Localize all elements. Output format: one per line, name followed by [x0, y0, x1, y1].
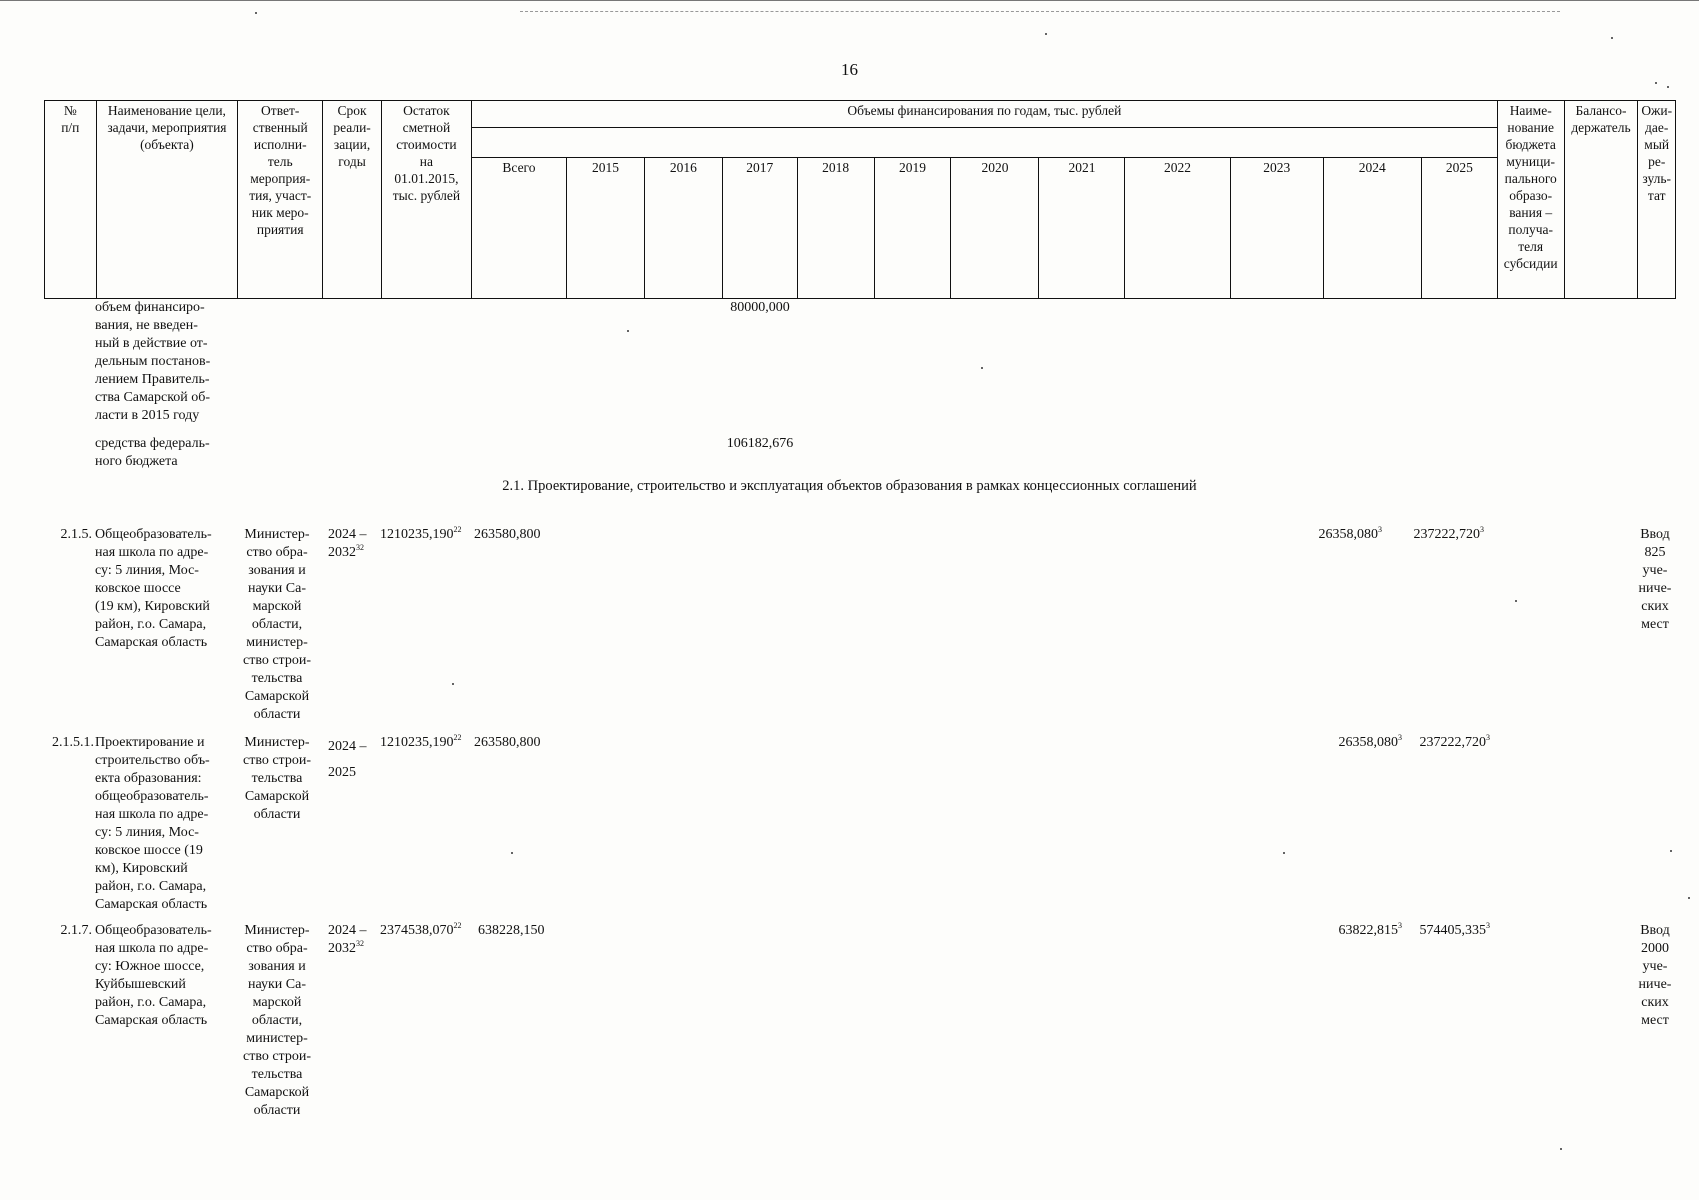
header-remainder: Остаток сметной стоимости на 01.01.2015, тыс. рублей — [381, 101, 471, 299]
row-number: 2.1.7. — [60, 923, 92, 938]
row-result: Ввод 825 уче- ниче- ских мест — [1638, 527, 1672, 632]
term-start: 2024 – — [328, 923, 367, 938]
row-responsible: Министер- ство строи- тельства Самарской области — [242, 735, 311, 822]
remainder-footnote: 22 — [453, 733, 462, 742]
footnote-2024: 3 — [1378, 525, 1382, 534]
header-year: 2020 — [951, 158, 1039, 299]
scan-speck — [1515, 600, 1517, 602]
scan-top-border — [0, 0, 1699, 1]
row-term — [328, 526, 384, 562]
header-holder: Балансо- держатель — [1564, 101, 1638, 299]
header-responsible: Ответ- ственный исполни- тель мероприя- тия, участ- ник меро- приятия — [238, 101, 323, 299]
term-start: 2024 – — [328, 739, 367, 754]
row-number: 2.1.5. — [60, 527, 92, 542]
value-2025: 237222,720 — [1419, 735, 1486, 750]
header-year: 2018 — [797, 158, 874, 299]
header-num: № п/п — [45, 101, 97, 299]
header-year: 2025 — [1421, 158, 1497, 299]
row-total: 638228,150 — [478, 923, 545, 938]
row-remainder — [380, 734, 476, 752]
scan-speck — [1688, 897, 1690, 899]
term-end: 2032 — [328, 545, 356, 560]
row-total: 263580,800 — [474, 735, 541, 750]
value-2025: 237222,720 — [1413, 527, 1480, 542]
remainder-value: 1210235,190 — [380, 527, 454, 542]
footnote-2025: 3 — [1486, 733, 1490, 742]
scan-speck — [981, 367, 983, 369]
footnote-2024: 3 — [1398, 921, 1402, 930]
row-name: Общеобразователь- ная школа по адре- су: Южное шоссе, Куйбышевский район, г.о. Самара, Самарская область — [95, 923, 212, 1028]
row-2024 — [1302, 734, 1402, 752]
term-footnote: 32 — [356, 939, 364, 948]
row-2024 — [1292, 526, 1382, 544]
footnote-2024: 3 — [1398, 733, 1402, 742]
footnote-2025: 3 — [1480, 525, 1484, 534]
remainder-footnote: 22 — [453, 525, 462, 534]
page-number: 16 — [841, 60, 858, 79]
scan-speck — [1670, 850, 1672, 852]
pre-row-label: объем финансиро- вания, не введен- ный в действие от- дельным постанов- лением Правитель- ства Самарской об- ласти в 2015 году — [95, 300, 211, 423]
scan-speck — [1611, 37, 1613, 39]
scan-speck — [255, 12, 257, 14]
header-year: 2016 — [644, 158, 722, 299]
term-start: 2024 – — [328, 527, 367, 542]
header-financing: Объемы финансирования по годам, тыс. рублей — [471, 101, 1497, 128]
term-footnote: 32 — [356, 543, 364, 552]
row-total: 263580,800 — [474, 527, 541, 542]
scan-dashed-border — [520, 11, 1560, 13]
row-result: Ввод 2000 уче- ниче- ских мест — [1638, 923, 1672, 1028]
header-result: Ожи- дае- мый ре- зуль- тат — [1638, 101, 1676, 299]
value-2024: 26358,080 — [1318, 527, 1378, 542]
value-2024: 63822,815 — [1338, 923, 1398, 938]
scan-speck — [627, 330, 629, 332]
scan-speck — [511, 852, 513, 854]
header-budget-name: Наиме- нование бюджета муници- пального образо- вания – получа- теля субсидии — [1497, 101, 1564, 299]
table-header — [44, 100, 1676, 299]
header-year: 2023 — [1230, 158, 1323, 299]
pre-row-label: средства федераль- ного бюджета — [95, 436, 210, 469]
header-total: Всего — [471, 158, 566, 299]
header-year: 2015 — [567, 158, 645, 299]
row-term — [328, 922, 384, 958]
row-term — [328, 734, 384, 786]
row-remainder — [380, 922, 476, 940]
row-number: 2.1.5.1. — [52, 735, 94, 750]
value-2024: 26358,080 — [1338, 735, 1398, 750]
header-name: Наименование цели, задачи, мероприятия (объекта) — [96, 101, 238, 299]
header-term: Срок реали- зации, годы — [323, 101, 382, 299]
header-financing-subrow — [471, 128, 1497, 158]
term-end: 2025 — [328, 765, 356, 780]
header-year: 2022 — [1125, 158, 1230, 299]
header-year: 2017 — [722, 158, 797, 299]
row-2025 — [1398, 734, 1490, 752]
header-year: 2019 — [874, 158, 951, 299]
row-responsible: Министер- ство обра- зования и науки Са- марской области, министер- ство строи- тельства Самарской области — [242, 923, 311, 1118]
pre-row-value-2017: 106182,676 — [726, 436, 794, 451]
row-responsible: Министер- ство обра- зования и науки Са- марской области, министер- ство строи- тельства Самарской области — [242, 527, 311, 722]
row-name: Общеобразователь- ная школа по адре- су: 5 линия, Мос- ковское шоссе (19 км), Кировский район, г.о. Самара, Самарская область — [95, 527, 212, 650]
row-2025 — [1392, 526, 1484, 544]
header-year: 2024 — [1323, 158, 1421, 299]
term-end: 2032 — [328, 941, 356, 956]
scan-speck — [452, 683, 454, 685]
row-2024 — [1302, 922, 1402, 940]
section-title: 2.1. Проектирование, строительство и эксплуатация объектов образования в рамках концессионных соглашений — [502, 478, 1197, 494]
header-year: 2021 — [1039, 158, 1125, 299]
row-name: Проектирование и строительство объ- екта образования: общеобразователь- ная школа по адре- су: 5 линия, Мос- ковское шоссе (19 км), Кировский район, г.о. Самара, Самарская область — [95, 735, 210, 912]
scan-speck — [1560, 1148, 1562, 1150]
value-2025: 574405,335 — [1419, 923, 1486, 938]
remainder-value: 1210235,190 — [380, 735, 454, 750]
remainder-footnote: 22 — [453, 921, 462, 930]
scan-speck — [1655, 82, 1657, 84]
row-remainder — [380, 526, 476, 544]
remainder-value: 2374538,070 — [380, 923, 454, 938]
scan-speck — [1283, 852, 1285, 854]
scan-speck — [1667, 86, 1669, 88]
row-2025 — [1396, 922, 1490, 940]
footnote-2025: 3 — [1486, 921, 1490, 930]
scan-speck — [1045, 33, 1047, 35]
pre-row-value-2017: 80000,000 — [730, 300, 790, 315]
